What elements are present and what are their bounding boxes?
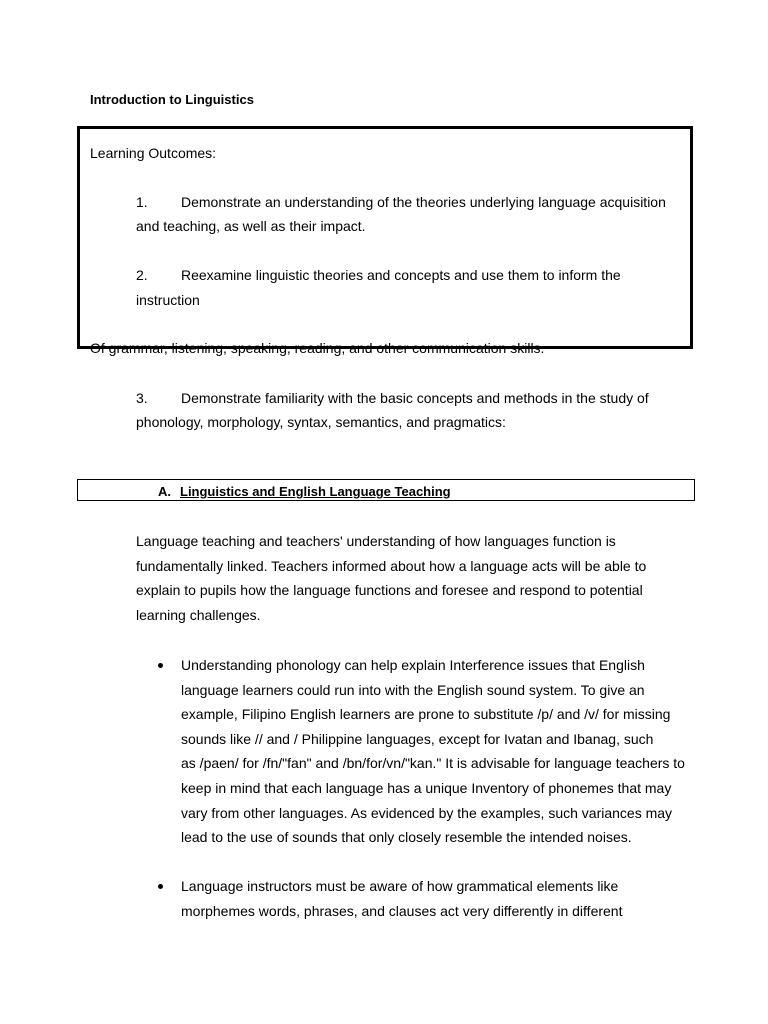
bullet-line: morphemes words, phrases, and clauses act very differently in different — [181, 902, 623, 919]
bullet-icon — [158, 884, 163, 889]
document-title: Introduction to Linguistics — [90, 92, 254, 107]
outcome-text-line: Demonstrate familiarity with the basic concepts and methods in the study of — [181, 390, 649, 406]
outcomes-continuation-text: Of grammar, listening, speaking, reading, and other communication skills. — [90, 340, 545, 356]
outcome-number: 3. — [136, 390, 148, 406]
paragraph-line: learning challenges. — [136, 606, 261, 623]
paragraph-line: explain to pupils how the language functions and foresee and respond to potential — [136, 582, 643, 599]
bullet-line: vary from other languages. As evidenced by the examples, such variances may — [181, 804, 673, 821]
bullet-line: Understanding phonology can help explain Interference issues that English — [181, 657, 645, 673]
outcome-number: 1. — [136, 194, 148, 210]
bullet-line: lead to the use of sounds that only closely resemble the intended noises. — [181, 829, 632, 846]
section-heading — [158, 484, 451, 499]
outcome-text-line: phonology, morphology, syntax, semantics, and pragmatics: — [136, 414, 506, 430]
outcome-text-line: instruction — [136, 292, 200, 308]
paragraph-line: Language teaching and teachers' understanding of how languages function is — [136, 533, 616, 549]
bullet-line: Language instructors must be aware of how grammatical elements like — [181, 878, 619, 894]
bullet-line: as /paen/ for /fn/"fan" and /bn/for/vn/"kan." It is advisable for language teachers to — [181, 755, 685, 772]
section-letter: A. — [158, 484, 171, 499]
section-paragraph — [136, 529, 656, 627]
bullet-text — [181, 653, 685, 850]
paragraph-line: fundamentally linked. Teachers informed about how a language acts will be able to — [136, 557, 647, 574]
bullet-icon — [158, 663, 163, 668]
outcome-text-line: Demonstrate an understanding of the theories underlying language acquisition — [181, 194, 666, 210]
bullet-line: sounds like // and / Philippine languages, except for Ivatan and Ibanag, such — [181, 730, 654, 747]
outcome-number: 2. — [136, 267, 148, 283]
outcome-text-line: Reexamine linguistic theories and concepts and use them to inform the — [181, 267, 621, 283]
section-title: Linguistics and English Language Teaching — [180, 484, 451, 499]
bullet-line: example, Filipino English learners are prone to substitute /p/ and /v/ for missing — [181, 706, 671, 723]
bullet-line: keep in mind that each language has a unique Inventory of phonemes that may — [181, 779, 672, 796]
outcome-text-line: and teaching, as well as their impact. — [136, 218, 366, 234]
bullet-line: language learners could run into with the English sound system. To give an — [181, 681, 645, 698]
bullet-text — [181, 874, 681, 923]
learning-outcomes-label: Learning Outcomes: — [90, 145, 217, 161]
